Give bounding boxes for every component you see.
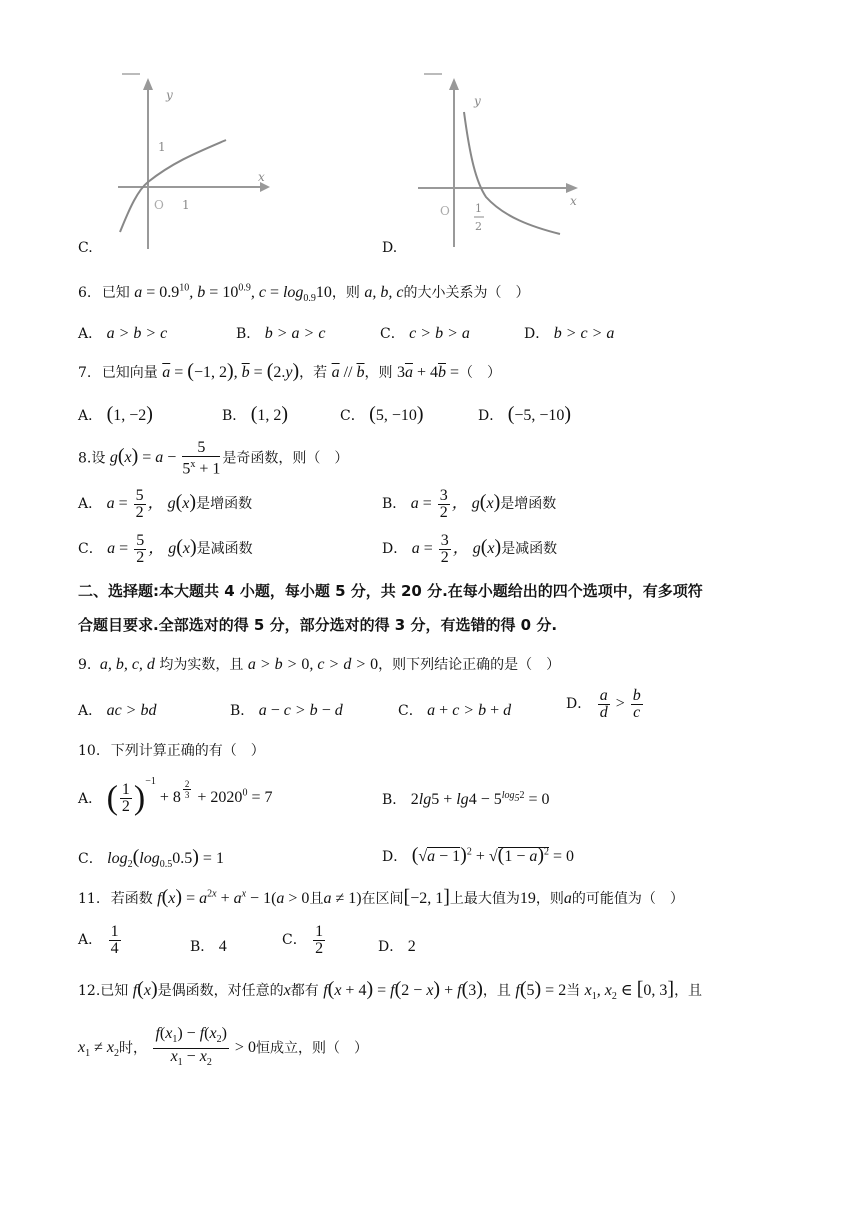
q12-text-mid3: ，且 (482, 983, 511, 999)
q7-text-mid: ，若 (299, 365, 328, 381)
q9-option-b-label: B． (230, 703, 255, 719)
q9-option-c[interactable] (398, 700, 511, 720)
q12-stem-line2 (78, 1026, 368, 1071)
q8-text-pre: 设 (91, 450, 106, 467)
q11-option-d-content: 2 (407, 938, 416, 955)
q7-option-b-content: (1, 2) (250, 403, 289, 425)
q6-expression: $a = 0.9^{10}$, $b = 10^{0.9}$, $c = \log_{0.9}10$ (134, 282, 332, 305)
q10-option-a-label: A． (78, 791, 103, 807)
q9-option-b[interactable] (230, 700, 343, 720)
graph-d-origin: O (440, 204, 450, 218)
q10-option-a-content: ( $\frac{1}{2}$ )$^{-1}$ + 8 $^{\frac{2}{3}}$ + $2020^0 = 7$ (106, 776, 273, 817)
q11-option-d[interactable] (378, 936, 416, 956)
q12-fraction: $\frac{f(x_1) - f(x_2)}{x_1 - x_2}$ > 0 (155, 1025, 256, 1069)
q12-number: 12. (78, 983, 101, 999)
q12-value: f(5) = 2 (515, 978, 567, 1000)
q10-option-c[interactable] (78, 846, 224, 870)
q9-option-a-label: A． (78, 703, 103, 719)
q9-condition: a > b > 0, c > d > 0 (247, 656, 379, 673)
q9-stem (78, 654, 560, 674)
q6-option-a-label: A． (78, 326, 103, 342)
q9-number: 9. (78, 657, 92, 673)
q12-stem-line1 (78, 978, 702, 1002)
q7-option-c[interactable] (340, 403, 424, 426)
graph-c-tick-x: 1 (182, 198, 190, 212)
q11-option-a[interactable] (78, 924, 123, 957)
q8-option-d-label: D． (382, 541, 408, 558)
q11-condition: a ≠ 1) (323, 890, 362, 907)
q11-option-a-label: A． (78, 932, 103, 949)
q7-number: 7. (78, 365, 92, 381)
q10-option-d[interactable] (382, 844, 574, 867)
q10-option-b-content: $2\lg 5 + \lg 4 - 5^{log_52} = 0$ (410, 789, 550, 808)
q10-option-c-content: $\log_2(\log_{0.5}0.5) = 1$ (107, 846, 224, 871)
q7-option-b[interactable] (222, 403, 288, 426)
q9-vars: a, b, c, d (99, 656, 155, 673)
graph-d-tick-den: 2 (475, 220, 482, 233)
q8-function: g(x) = a − $\frac{5}{5^x + 1}$ (109, 439, 221, 478)
q8-option-a-label: A． (78, 496, 103, 513)
q8-option-a[interactable] (78, 488, 252, 521)
q7-text-pre: 已知向量 (101, 365, 158, 381)
q10-option-b-label: B． (382, 792, 407, 808)
q12-text-line2-post: 恒成立，则（ ） (255, 1040, 368, 1057)
q10-option-d-content: $(√a - 1)^2 + √(1 - a)^2 = 0$ (411, 844, 575, 866)
q6-option-b-content: b > a > c (264, 325, 326, 342)
graph-c-option-label: C. (78, 240, 93, 256)
q7-text-post: （ ） (459, 365, 502, 381)
q10-option-d-label: D． (382, 849, 408, 865)
q10-stem (78, 740, 265, 760)
graph-d-x-label: x (570, 194, 577, 208)
q6-vars: a, b, c (364, 284, 404, 301)
graph-c-y-label: y (166, 88, 173, 102)
q10-text: 下列计算正确的有（ ） (110, 743, 265, 759)
q12-text-line2-mid: 时， (119, 1040, 147, 1057)
q12-text-mid: 是偶函数，对任意的 (157, 983, 284, 999)
graph-c-tick-y: 1 (158, 140, 166, 154)
graph-c-x-label: x (258, 170, 265, 184)
q9-text-mid: 均为实数，且 (159, 657, 244, 673)
q6-number: 6. (78, 285, 92, 301)
q9-option-d-content: $\frac{a}{d}$ > $\frac{b}{c}$ (599, 687, 641, 721)
q8-option-b[interactable] (382, 488, 556, 521)
q7-option-c-content: (5, −10) (369, 403, 424, 425)
section2-line2: 合题目要求.全部选对的得 5 分，部分选对的得 3 分，有选错的得 0 分. (78, 616, 558, 634)
graph-d-option-label: D. (382, 240, 398, 256)
q8-option-c-text: 是减函数 (196, 541, 253, 558)
q11-option-c-content: $\frac{1}{2}$ (315, 923, 324, 957)
q12-text-mid5: ，且 (674, 983, 703, 999)
q7-text-mid2: ，则 (364, 365, 393, 381)
q11-option-a-content: $\frac{1}{4}$ (110, 923, 119, 957)
graph-d (382, 62, 592, 262)
q11-function: $f(x) = a^{2x} + a^x - 1(a > 0$ (157, 886, 310, 908)
q8-option-b-content: a = $\frac{3}{2}$ ， g(x) (410, 487, 501, 521)
q8-option-d-content: a = $\frac{3}{2}$ ， g(x) (411, 532, 502, 566)
q6-option-b[interactable] (236, 323, 325, 343)
q11-text-mid3: ，则 (535, 891, 564, 907)
q6-option-c[interactable] (380, 323, 470, 343)
q6-option-d[interactable] (524, 323, 614, 343)
q9-option-c-content: a + c > b + d (427, 702, 512, 719)
q10-option-b[interactable] (382, 789, 550, 809)
q11-max-value: 19 (519, 890, 536, 907)
q9-option-a[interactable] (78, 700, 156, 720)
q12-var-x: x (283, 982, 291, 999)
q9-option-b-content: a − c > b − d (258, 702, 343, 719)
q6-option-c-label: C． (380, 326, 405, 342)
q11-interval: [−2, 1] (403, 886, 450, 908)
q7-option-b-label: B． (222, 408, 247, 424)
q12-equation: f(x + 4) = f(2 − x) + f(3) (323, 978, 483, 1000)
q11-option-b-label: B． (190, 939, 215, 955)
q11-option-b[interactable] (190, 936, 227, 956)
q10-option-c-label: C． (78, 851, 103, 867)
q7-option-a-label: A． (78, 408, 103, 424)
q8-option-c[interactable] (78, 533, 253, 566)
q12-text-mid4: 当 (566, 983, 581, 999)
q6-text-pre: 已知 (101, 285, 130, 301)
q8-option-c-content: a = $\frac{5}{2}$ ， g(x) (107, 532, 197, 566)
q11-option-b-content: 4 (218, 938, 227, 955)
graph-c-origin: O (154, 198, 164, 212)
graph-c-figure (78, 62, 288, 262)
q7-expression: $3\overline{a} + 4\overline{b}$ = (396, 364, 460, 381)
q6-option-a[interactable] (78, 323, 167, 343)
q9-text-post: ，则下列结论正确的是（ ） (378, 657, 561, 673)
q8-number: 8. (78, 450, 92, 467)
q11-text-mid: 在区间 (361, 891, 404, 907)
q7-option-d-label: D． (478, 408, 504, 424)
q6-option-c-content: c > b > a (409, 325, 470, 342)
q7-vectors: $\overline{a} = (-1$, 2), $\overline{b} = (2.y)$ (162, 360, 300, 382)
q11-text-pre: 若函数 (110, 891, 153, 907)
q12-inequality: $x_1 \ne x_2$ (78, 1039, 119, 1060)
q9-option-a-content: ac > bd (106, 702, 157, 719)
q6-option-d-content: b > c > a (553, 325, 615, 342)
q6-text-post: ，则 (331, 285, 360, 301)
q11-number: 11. (78, 891, 101, 907)
q7-option-c-label: C． (340, 408, 365, 424)
q8-text-post: 是奇函数，则（ ） (222, 450, 349, 467)
q11-text-mid2: 上最大值为 (449, 891, 520, 907)
q6-option-b-label: B． (236, 326, 261, 342)
q9-option-d-label: D． (566, 696, 592, 713)
graph-c (78, 62, 288, 262)
q7-option-d[interactable] (478, 403, 571, 426)
q12-function: f(x) (132, 978, 158, 1000)
section2-line1: 二、选择题:本大题共 4 小题，每小题 5 分，共 20 分.在每小题给出的四个选项中，有多项符 (78, 582, 703, 600)
q6-text-post2: 的大小关系为（ ） (403, 285, 530, 301)
q11-stem (78, 886, 684, 909)
q7-option-d-content: (−5, −10) (507, 403, 572, 425)
q7-option-a[interactable] (78, 403, 153, 426)
q7-option-a-content: (1, −2) (106, 403, 153, 425)
q11-text-post: 的可能值为（ ） (571, 891, 684, 907)
graph-d-figure (382, 62, 592, 262)
q11-text-and: 且 (309, 891, 324, 907)
q11-option-d-label: D． (378, 939, 404, 955)
q8-option-a-text: 是增函数 (196, 496, 253, 513)
q7-stem (78, 360, 501, 383)
graph-d-tick-num: 1 (475, 202, 482, 215)
q8-option-a-content: a = $\frac{5}{2}$ ， g(x) (106, 487, 197, 521)
q9-option-d[interactable] (566, 688, 645, 721)
q7-parallel: $\overline{a} // \overline{b}$ (331, 364, 365, 381)
q10-number: 10. (78, 743, 101, 759)
q6-stem (78, 282, 529, 304)
graph-d-y-label: y (474, 94, 481, 108)
q12-text-pre: 已知 (100, 983, 129, 999)
q8-option-d[interactable] (382, 533, 557, 566)
q11-var: a (563, 890, 572, 907)
q10-option-a[interactable] (78, 776, 272, 817)
q11-option-c[interactable] (282, 924, 327, 957)
q11-option-c-label: C． (282, 932, 307, 949)
q8-option-c-label: C． (78, 541, 103, 558)
q8-option-b-label: B． (382, 496, 407, 513)
q8-option-b-text: 是增函数 (500, 496, 557, 513)
q6-option-a-content: a > b > c (106, 325, 168, 342)
q8-stem (78, 440, 348, 477)
q9-option-c-label: C． (398, 703, 423, 719)
q12-domain: $x_1$, $x_2$ ∈ [0, 3] (584, 978, 675, 1003)
q8-option-d-text: 是减函数 (501, 541, 558, 558)
q12-text-mid2: 都有 (290, 983, 319, 999)
q6-option-d-label: D． (524, 326, 550, 342)
